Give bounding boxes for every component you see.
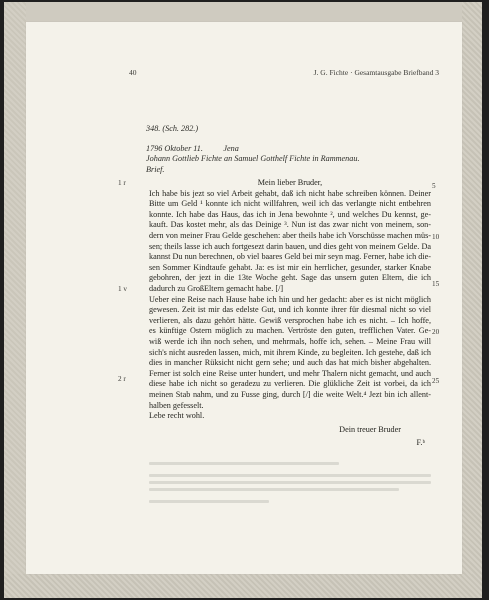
folio-marker: 1 r <box>118 179 126 187</box>
text-line: es künftige Ostern möglich zu machen. Vertröste den guten, trefflichen Vater. Ge- <box>149 326 431 336</box>
text-line: Ich habe bis jezt so viel Arbeit gehabt, daß ich nicht habe schreiben können. Deiner <box>149 188 431 198</box>
board-edge-top <box>4 2 482 24</box>
text-line: verlieren, als dazu gehört hätte. Gewiß versprochen habe ich es nicht. – Ich hoffe, <box>149 315 431 325</box>
text-line: Ueber eine Reise nach Hause habe ich hin und her gedacht: aber es ist nicht möglich <box>149 294 431 304</box>
signature: F.ᵇ <box>416 438 425 447</box>
folio-marker: 1 v <box>118 285 127 293</box>
text-line: dies in mancher Rüksicht nicht gern sehe; und auch das hat mich bisher abgehalten. <box>149 358 431 368</box>
bleed-through-text <box>149 462 431 508</box>
board-edge-right <box>462 2 482 598</box>
valediction: Dein treuer Bruder <box>339 425 401 434</box>
line-number: 20 <box>432 328 440 336</box>
text-line: halben gefesselt. <box>149 400 204 410</box>
board-edge-left <box>4 2 26 598</box>
folio-marker: 2 r <box>118 375 126 383</box>
running-title: J. G. Fichte · Gesamtausgabe Briefband 3 <box>313 68 439 77</box>
line-number: 15 <box>432 280 440 288</box>
letter-meta <box>146 124 360 175</box>
text-line: Ferner ist solch eine Reise unter hundert, und mehr Thalern nicht gemacht, und auch <box>149 368 431 378</box>
text-line: dern von meiner Frau Gelde geschehen: aber theils habe ich Vorschüsse machen müs- <box>149 231 431 240</box>
text-line: dadurch zu GroßEltern gemacht habe. [/] <box>149 284 284 293</box>
letter-date-place: 1796 Oktober 11. Jena <box>146 143 239 153</box>
text-line: gebohren, der jezt in die 13te Woche geht. Sage das unsern guten Eltern, die ich <box>149 273 431 283</box>
text-line: sich's nicht ausreden lassen, mich, mit ihrem Kinde, zu begleiten. Ich gestehe, daß ich <box>149 347 431 357</box>
line-number: 10 <box>432 233 440 241</box>
page-number: 40 <box>129 68 137 77</box>
text-line: diese habe ich nicht so geradezu zu verlieren. Die glükliche Zeit ist vorbei, da ich <box>149 379 431 389</box>
text-line: Bitte um Geld ¹ konnte ich nicht willfahren, weil ich das verlangte nicht entbehren <box>149 199 431 209</box>
closing-line: Lebe recht wohl. <box>149 411 205 421</box>
salutation: Mein lieber Bruder, <box>257 178 323 187</box>
line-number: 25 <box>432 377 440 385</box>
letter-correspondents: Johann Gottlieb Fichte an Samuel Gotthelf Fichte in Rammenau. <box>146 154 360 163</box>
line-number: 5 <box>432 182 436 190</box>
text-line: sen; theils lasse ich auch fortgesezt darin bauen, und dies geht von meinem Gelde. Da <box>149 241 431 251</box>
text-line: konnte. Ich habe das Haus, das ich in Jena bewohnte ², und welches Du kennst, ge- <box>149 209 431 219</box>
text-line: meinen Stab nahm, und zu Fusse ging, durch [/] die weite Welt.⁴ Jezt bin ich allent- <box>149 390 431 399</box>
board-edge-bottom <box>4 574 482 598</box>
text-line: wiß werde ich ihn noch sehen, und mehrmals, hoffe ich, sehen. – Meine Frau will <box>149 337 431 346</box>
text-line: sen Sommer Kindtaufe gehabt. Ja: es ist mir ein herrlicher, gesunder, starker Knabe <box>149 262 431 272</box>
letter-number: 348. (Sch. 282.) <box>146 124 199 133</box>
text-line: kauft. Das kostet mehr, als das Deinige ³. Nun ist das zwar nicht von meinem, son- <box>149 220 431 230</box>
letter-type: Brief. <box>146 164 165 174</box>
text-line: gewesen. Zeit ist mir das edelste Gut, und ich konnte ihrer für diesmal nicht so viel <box>149 305 431 315</box>
text-line: kannst Du nun berechnen, ob viel baares Geld bei mir seyn mag. Ferner, habe ich die- <box>149 252 431 262</box>
